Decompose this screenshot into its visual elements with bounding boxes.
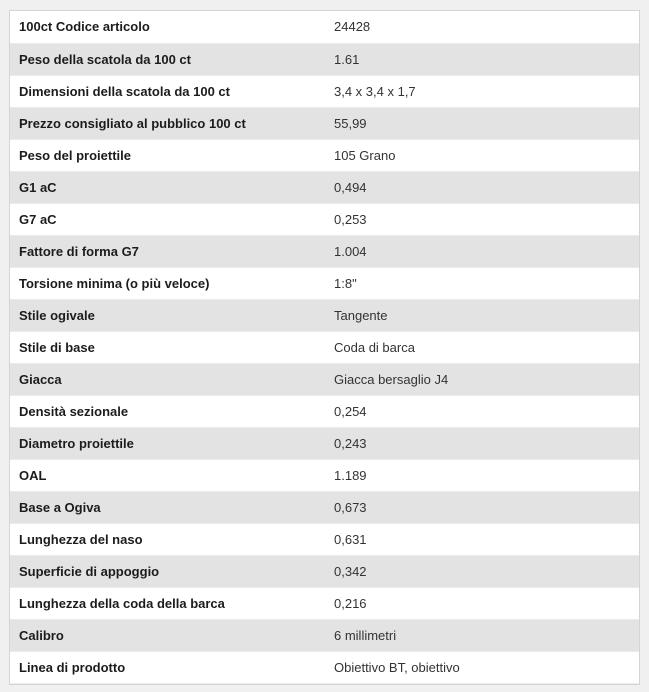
spec-value: 0,494 <box>325 171 639 203</box>
spec-value: Tangente <box>325 299 639 331</box>
spec-value: Coda di barca <box>325 331 639 363</box>
spec-label: G7 aC <box>10 203 325 235</box>
spec-row-bullet-diameter <box>10 427 639 459</box>
spec-row-msrp <box>10 107 639 139</box>
spec-value: 0,254 <box>325 395 639 427</box>
spec-value: 105 Grano <box>325 139 639 171</box>
spec-row-min-twist <box>10 267 639 299</box>
spec-label: Superficie di appoggio <box>10 555 325 587</box>
spec-label: Calibro <box>10 619 325 651</box>
spec-row-box-dimensions <box>10 75 639 107</box>
spec-value: Giacca bersaglio J4 <box>325 363 639 395</box>
spec-value: 1:8" <box>325 267 639 299</box>
spec-label: Base a Ogiva <box>10 491 325 523</box>
spec-label: Prezzo consigliato al pubblico 100 ct <box>10 107 325 139</box>
spec-value: 1.61 <box>325 43 639 75</box>
spec-value: 3,4 x 3,4 x 1,7 <box>325 75 639 107</box>
spec-row-base-to-ogive <box>10 491 639 523</box>
spec-row-nose-length <box>10 523 639 555</box>
spec-value: 0,253 <box>325 203 639 235</box>
spec-row-caliber <box>10 619 639 651</box>
spec-row-oal <box>10 459 639 491</box>
spec-row-g1-bc <box>10 171 639 203</box>
spec-label: G1 aC <box>10 171 325 203</box>
spec-value: 6 millimetri <box>325 619 639 651</box>
spec-value: 0,631 <box>325 523 639 555</box>
spec-row-bullet-weight <box>10 139 639 171</box>
spec-value: 0,673 <box>325 491 639 523</box>
spec-label: Stile di base <box>10 331 325 363</box>
spec-row-base-style <box>10 331 639 363</box>
spec-label: Peso del proiettile <box>10 139 325 171</box>
spec-value: 1.189 <box>325 459 639 491</box>
spec-value: 0,342 <box>325 555 639 587</box>
spec-label: Densità sezionale <box>10 395 325 427</box>
spec-row-item-code <box>10 11 639 43</box>
spec-label: Torsione minima (o più veloce) <box>10 267 325 299</box>
spec-value: 0,243 <box>325 427 639 459</box>
spec-label: Fattore di forma G7 <box>10 235 325 267</box>
spec-row-boat-tail-length <box>10 587 639 619</box>
spec-value: 55,99 <box>325 107 639 139</box>
spec-row-box-weight <box>10 43 639 75</box>
spec-row-g7-bc <box>10 203 639 235</box>
spec-value: 0,216 <box>325 587 639 619</box>
spec-row-product-line <box>10 651 639 683</box>
spec-label: Dimensioni della scatola da 100 ct <box>10 75 325 107</box>
spec-value: Obiettivo BT, obiettivo <box>325 651 639 683</box>
spec-row-ogive-style <box>10 299 639 331</box>
spec-label: Diametro proiettile <box>10 427 325 459</box>
spec-label: Giacca <box>10 363 325 395</box>
spec-row-sectional-density <box>10 395 639 427</box>
spec-label: Stile ogivale <box>10 299 325 331</box>
spec-label: Peso della scatola da 100 ct <box>10 43 325 75</box>
product-spec-table <box>10 11 639 684</box>
spec-value: 1.004 <box>325 235 639 267</box>
spec-label: Linea di prodotto <box>10 651 325 683</box>
spec-row-bearing-surface <box>10 555 639 587</box>
spec-label: OAL <box>10 459 325 491</box>
product-spec-panel <box>9 10 640 685</box>
spec-label: Lunghezza del naso <box>10 523 325 555</box>
spec-row-g7-form-factor <box>10 235 639 267</box>
spec-label: 100ct Codice articolo <box>10 11 325 43</box>
spec-value: 24428 <box>325 11 639 43</box>
spec-row-jacket <box>10 363 639 395</box>
spec-label: Lunghezza della coda della barca <box>10 587 325 619</box>
